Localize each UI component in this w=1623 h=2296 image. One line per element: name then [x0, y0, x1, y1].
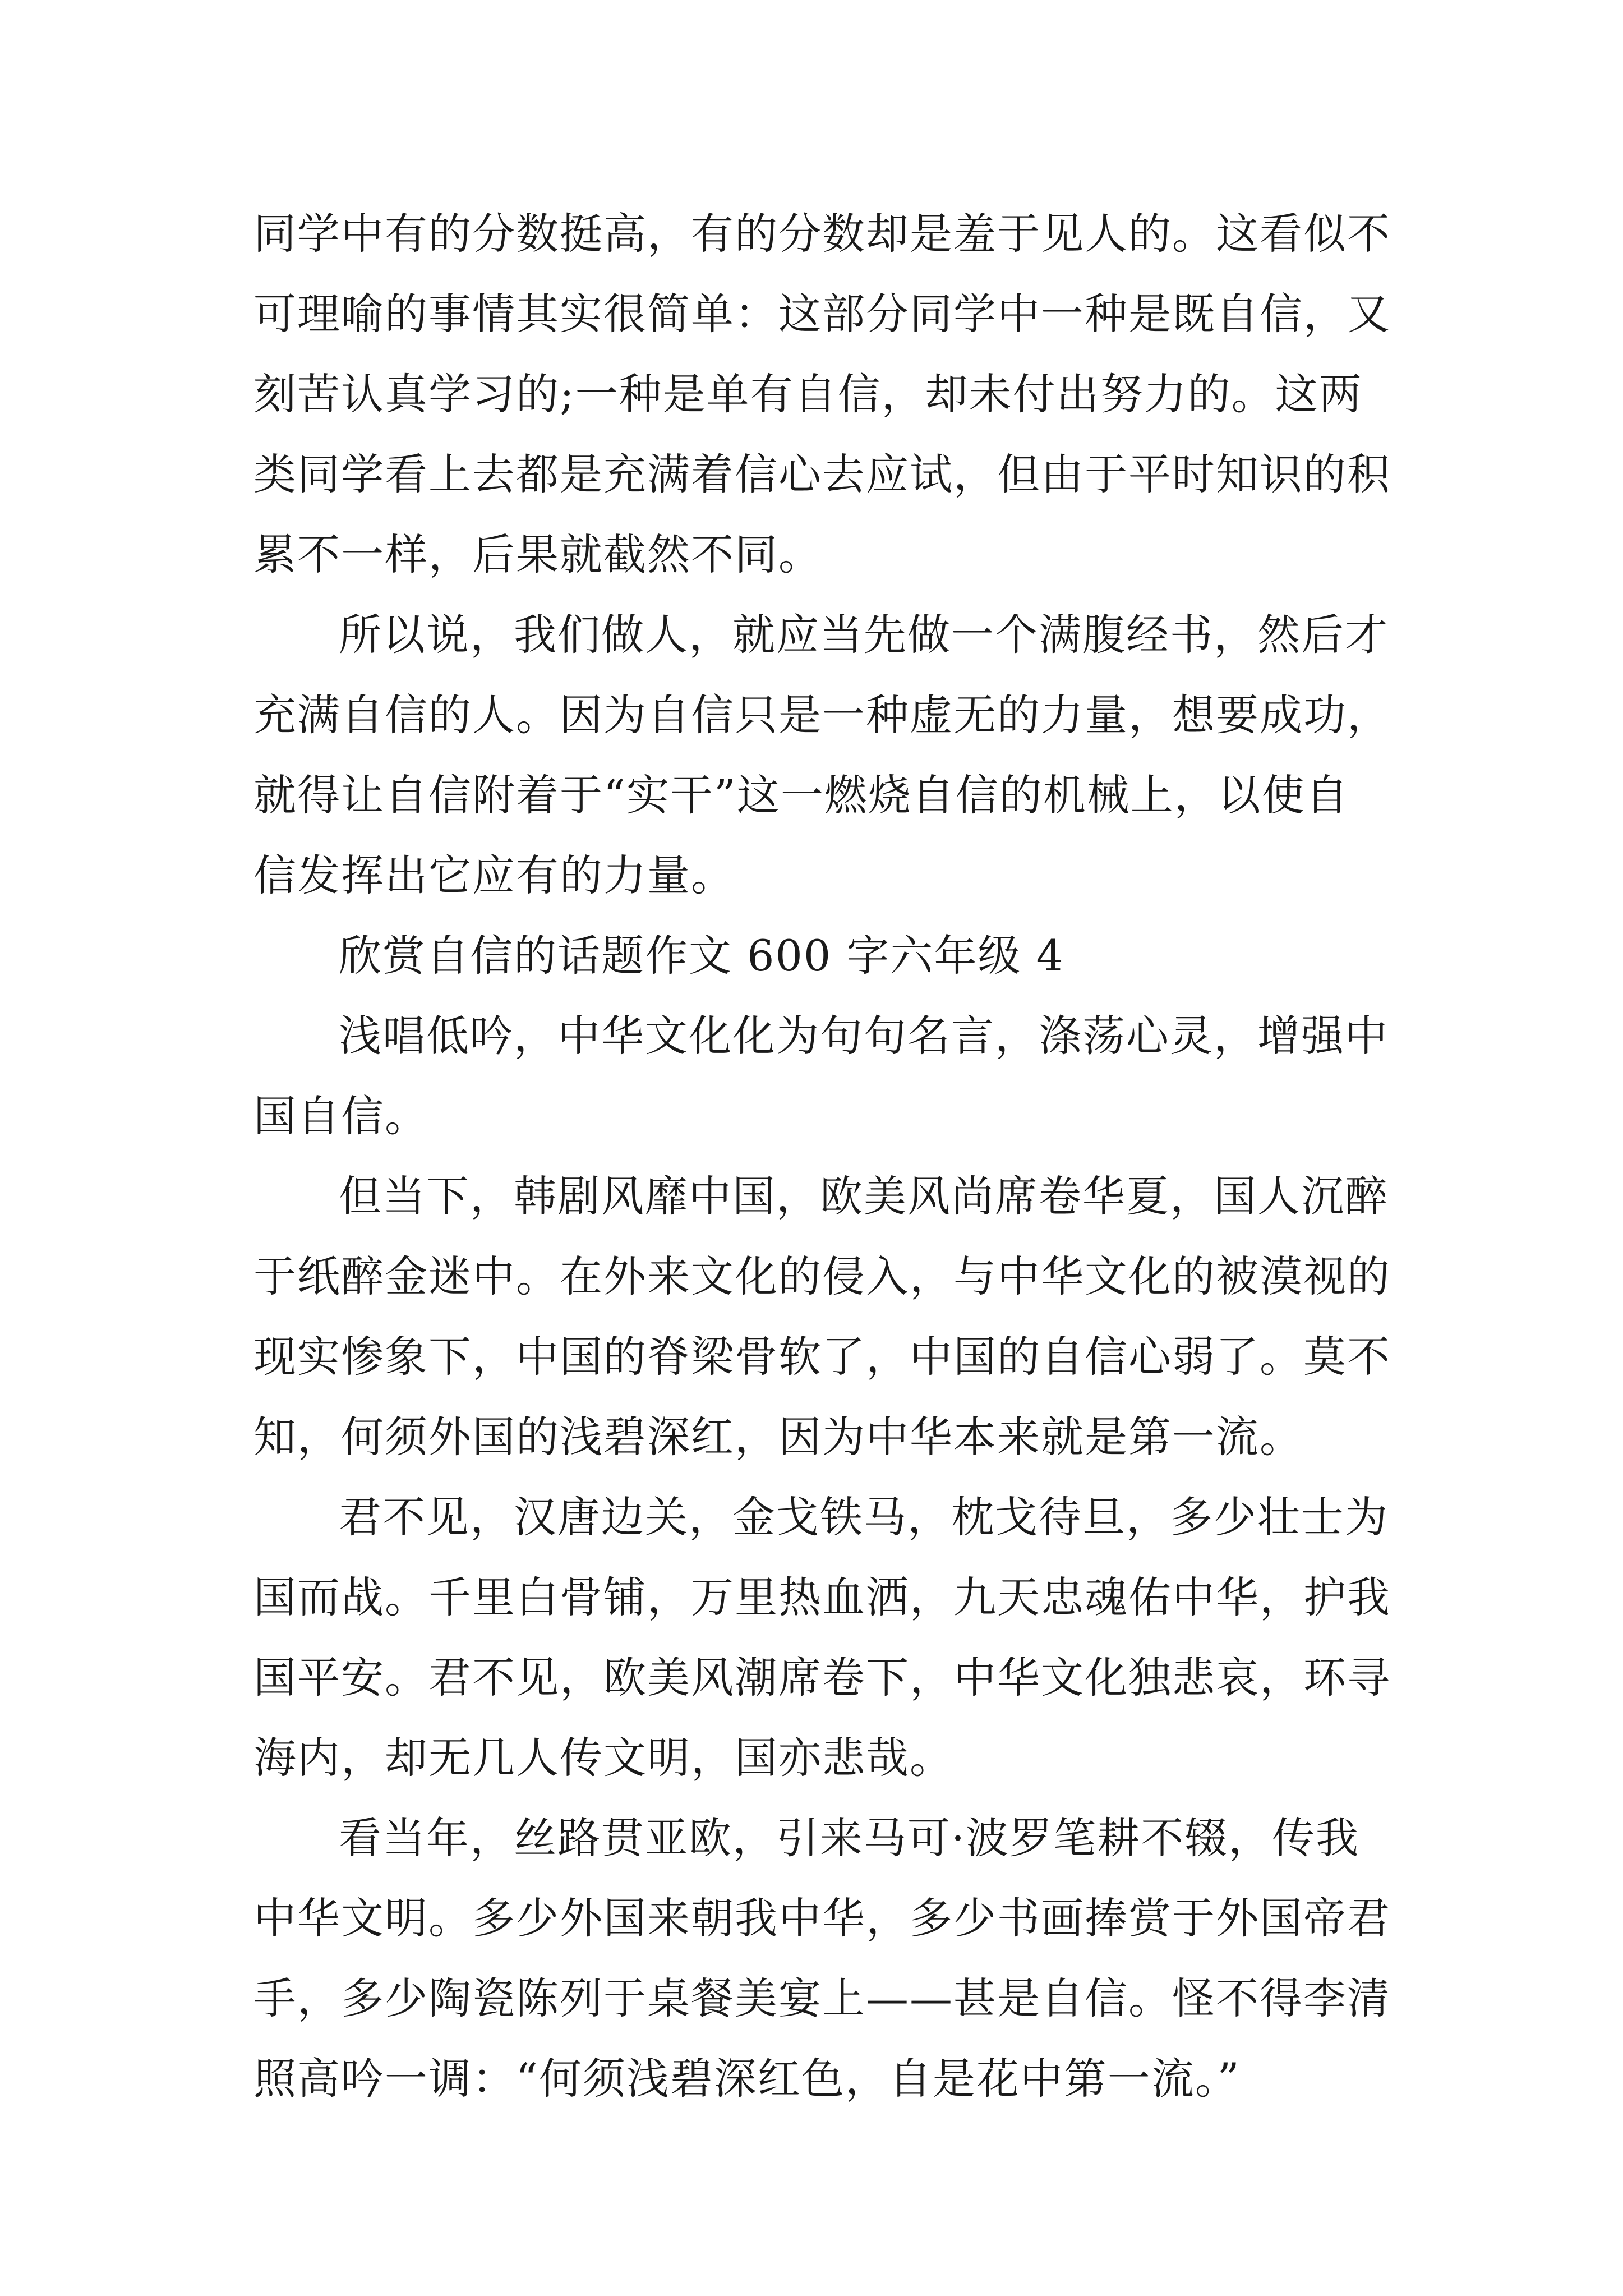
- paragraph-first-line: 所以说，我们做人，就应当先做一个满腹经书，然后才: [339, 610, 1389, 660]
- document-body: [253, 194, 1403, 2119]
- paragraph-first-line: 浅唱低吟，中华文化化为句句名言，涤荡心灵，增强中: [339, 1011, 1389, 1061]
- text-line: 国平安。君不见，欧美风潮席卷下，中华文化独悲哀，环寻: [253, 1653, 1391, 1703]
- text-line: 可理喻的事情其实很简单：这部分同学中一种是既自信，又: [253, 289, 1391, 339]
- text-line: 国而战。千里白骨铺，万里热血洒，九天忠魂佑中华，护我: [253, 1572, 1391, 1622]
- paragraph-first-line: 君不见，汉唐边关，金戈铁马，枕戈待旦，多少壮士为: [339, 1492, 1389, 1542]
- text-line: 中华文明。多少外国来朝我中华，多少书画捧赏于外国帝君: [253, 1893, 1391, 1943]
- text-line: 照高吟一调：“何须浅碧深红色，自是花中第一流。”: [253, 2054, 1241, 2104]
- text-line: 国自信。: [253, 1091, 428, 1141]
- text-line: 于纸醉金迷中。在外来文化的侵入，与中华文化的被漠视的: [253, 1251, 1391, 1301]
- text-line: 信发挥出它应有的力量。: [253, 850, 735, 900]
- text-line: 现实惨象下，中国的脊梁骨软了，中国的自信心弱了。莫不: [253, 1332, 1391, 1382]
- text-line: 刻苦认真学习的;一种是单有自信，却未付出努力的。这两: [253, 369, 1363, 419]
- paragraph-first-line: 欣赏自信的话题作文 600 字六年级 4: [339, 931, 1064, 981]
- text-line: 知，何须外国的浅碧深红，因为中华本来就是第一流。: [253, 1412, 1303, 1462]
- text-line: 就得让自信附着于“实干”这一燃烧自信的机械上，以使自: [253, 770, 1349, 820]
- paragraph-first-line: 看当年，丝路贯亚欧，引来马可·波罗笔耕不辍，传我: [339, 1813, 1360, 1863]
- text-line: 累不一样，后果就截然不同。: [253, 530, 822, 579]
- paragraph-first-line: 但当下，韩剧风靡中国，欧美风尚席卷华夏，国人沉醉: [339, 1171, 1389, 1221]
- text-line: 类同学看上去都是充满着信心去应试，但由于平时知识的积: [253, 449, 1391, 499]
- text-line: 充满自信的人。因为自信只是一种虚无的力量，想要成功，: [253, 690, 1391, 740]
- text-line: 同学中有的分数挺高，有的分数却是羞于见人的。这看似不: [253, 209, 1391, 259]
- text-line: 海内，却无几人传文明，国亦悲哉。: [253, 1733, 953, 1783]
- text-line: 手，多少陶瓷陈列于桌餐美宴上——甚是自信。怪不得李清: [253, 1973, 1391, 2023]
